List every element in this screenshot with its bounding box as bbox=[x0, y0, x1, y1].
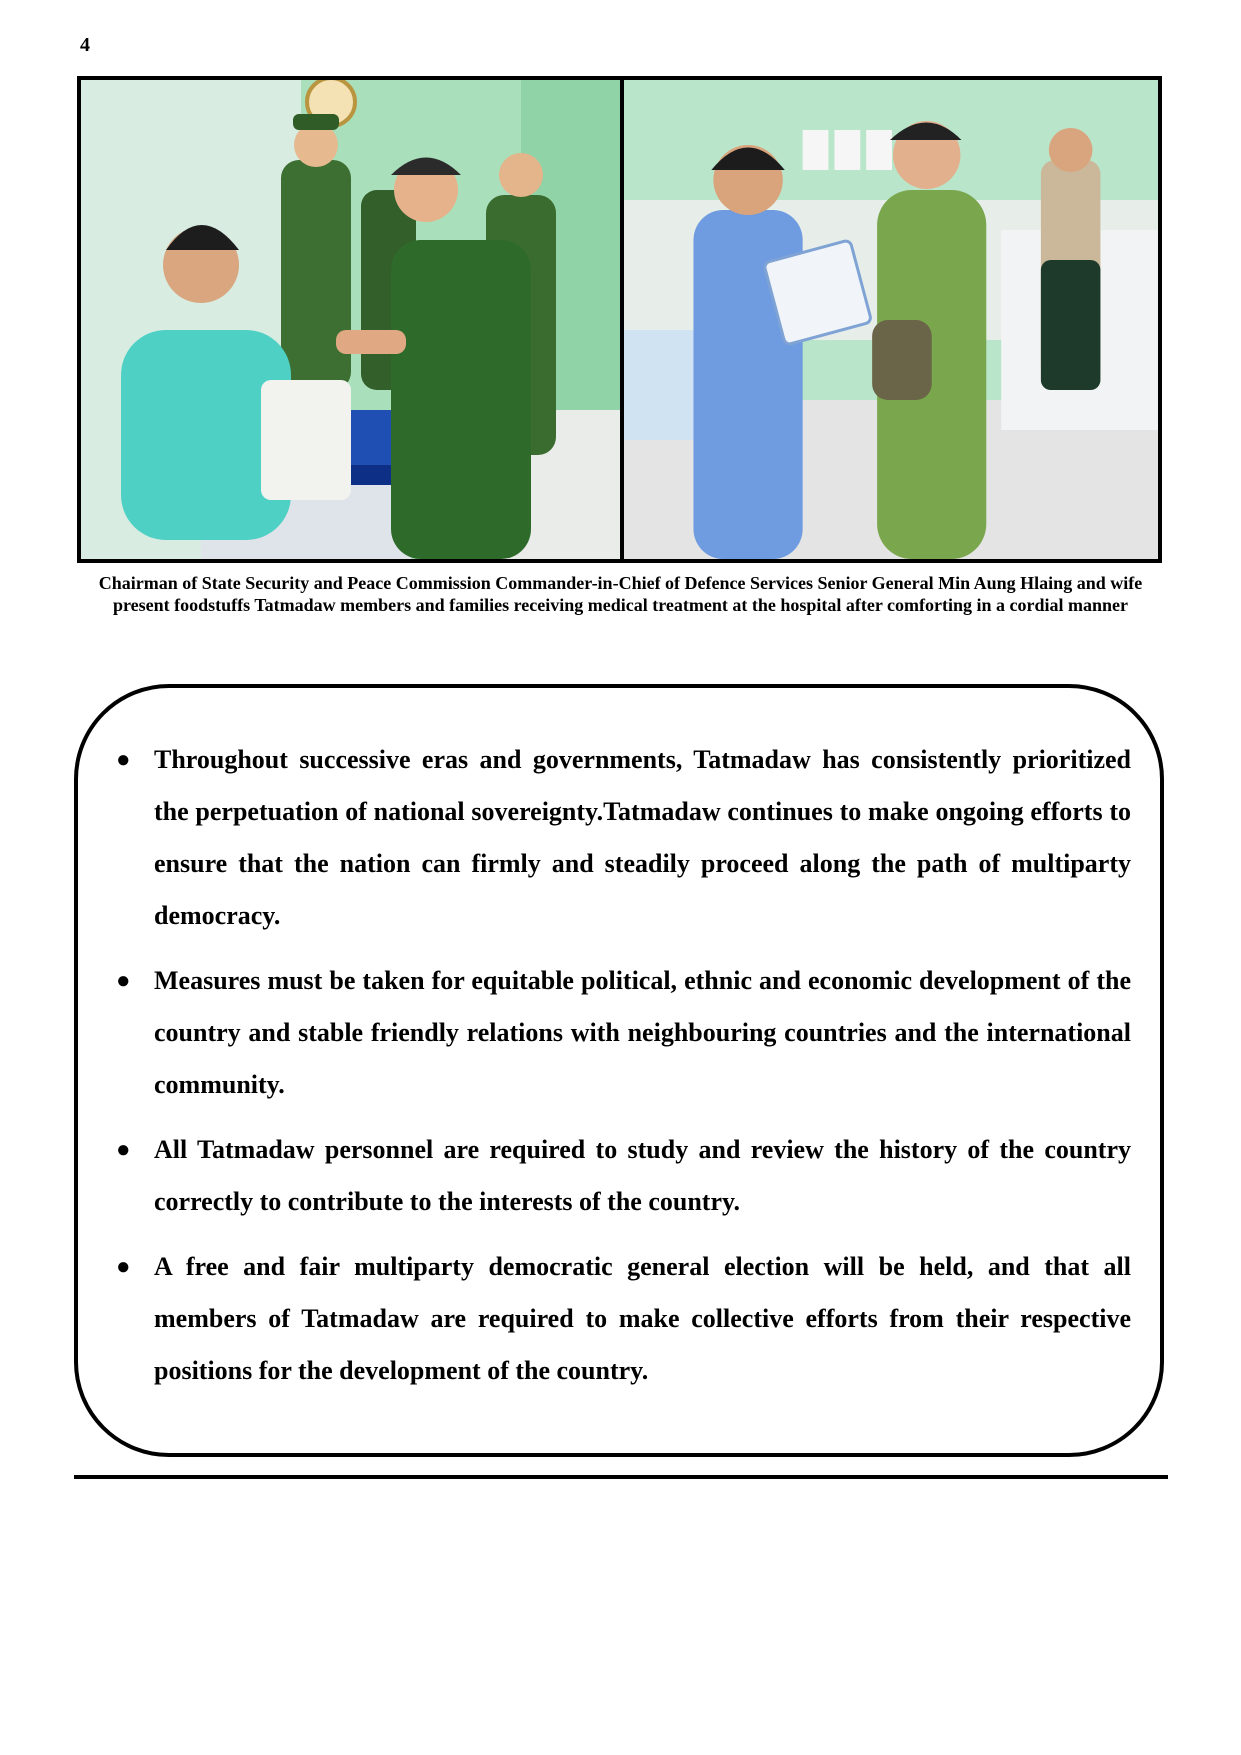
key-point-text: Throughout successive eras and governments, Tatmadaw has consistently prioritized the perpetuation of national sovereignty.Tatmadaw continues to make ongoing efforts to ensure that the nation can firmly and steadily proceed along the path of multiparty democracy. bbox=[154, 745, 1131, 930]
bullet-icon: ● bbox=[116, 1254, 131, 1280]
key-point-text: A free and fair multiparty democratic general election will be held, and that all members of Tatmadaw are required to make collective efforts from their respective positions for the development of the country. bbox=[154, 1252, 1131, 1385]
key-point-4 bbox=[116, 1241, 1131, 1397]
key-point-2 bbox=[116, 955, 1131, 1111]
key-point-text: Measures must be taken for equitable political, ethnic and economic development of the country and stable friendly relations with neighbouring countries and the international community. bbox=[154, 966, 1131, 1099]
key-points-box bbox=[74, 684, 1164, 1457]
page-number: 4 bbox=[80, 34, 90, 56]
key-point-1 bbox=[116, 734, 1131, 942]
photo-frame bbox=[77, 76, 1162, 563]
hospital-visit-family-photo bbox=[624, 80, 1158, 559]
key-point-text: All Tatmadaw personnel are required to study and review the history of the country correctly to contribute to the interests of the country. bbox=[154, 1135, 1131, 1216]
photo-left bbox=[81, 80, 624, 559]
hospital-visit-soldier-photo bbox=[81, 80, 620, 559]
bullet-icon: ● bbox=[116, 1137, 131, 1163]
page-divider bbox=[74, 1475, 1168, 1479]
photo-right bbox=[624, 80, 1158, 559]
bullet-icon: ● bbox=[116, 968, 131, 994]
bullet-icon: ● bbox=[116, 747, 131, 773]
key-points-list bbox=[116, 734, 1131, 1410]
photo-caption: Chairman of State Security and Peace Commission Commander-in-Chief of Defence Services Senior General Min Aung Hlaing and wife present foodstuffs Tatmadaw members and families receiving medical treatment at the hospital after comforting in a cordial manner bbox=[98, 573, 1143, 615]
key-point-3 bbox=[116, 1124, 1131, 1228]
